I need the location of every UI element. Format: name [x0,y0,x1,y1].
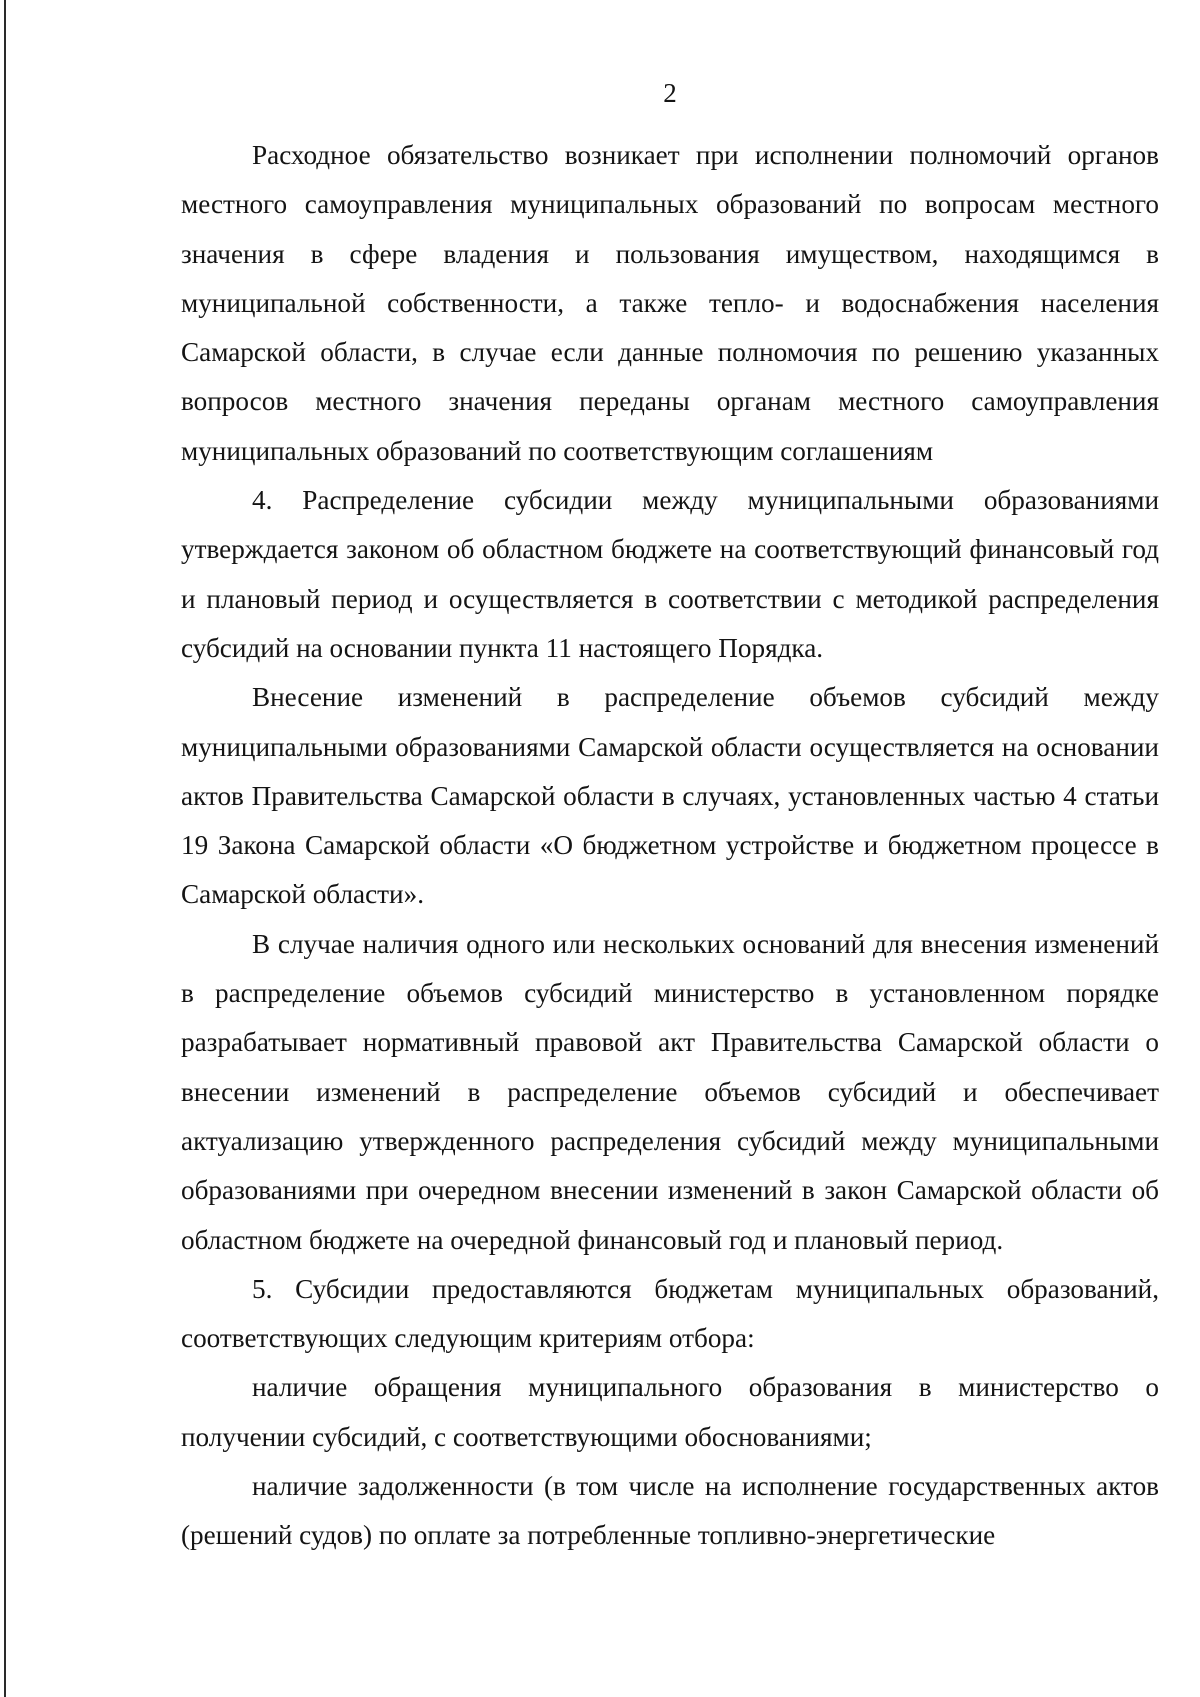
page-number: 2 [663,78,677,108]
paragraph-change-procedure: В случае наличия одного или нескольких оснований для внесения изменений в распределение объемов субсидий министерство в установленном порядке разрабатывает нормативный правовой акт Правительства Самарской области о внесении изменений в распределение объемов субсидий и обеспечивает актуализацию утвержденного распределения субсидий между муниципальными образованиями при очередном внесении изменений в закон Самарской области об областном бюджете на очередной финансовый год и плановый период. [181,928,1159,1255]
paragraph-item-5-selection-criteria: 5. Субсидии предоставляются бюджетам муниципальных образований, соответствующих следующим критериям отбора: [181,1273,1159,1354]
document-body [181,131,1159,1561]
paragraph-expenditure-obligation: Расходное обязательство возникает при исполнении полномочий органов местного самоуправления муниципальных образований по вопросам местного значения в сфере владения и пользования имуществом, находящимся в муниципальной собственности, а также тепло- и водоснабжения населения Самарской области, в случае если данные полномочия по решению указанных вопросов местного значения переданы органам местного самоуправления муниципальных образований по соответствующим соглашениям [181,140,1159,466]
paragraph-criterion-debt: наличие задолженности (в том числе на исполнение государственных актов (решений судов) по оплате за потребленные топливно-энергетические [181,1471,1159,1551]
scan-left-edge-line [4,0,6,1697]
paragraph-distribution-changes: Внесение изменений в распределение объемов субсидий между муниципальными образованиями Самарской области осуществляется на основании актов Правительства Самарской области в случаях, установленных частью 4 статьи 19 Закона Самарской области «О бюджетном устройстве и бюджетном процессе в Самарской области». [181,682,1159,910]
paragraph-criterion-application: наличие обращения муниципального образования в министерство о получении субсидий, с соответствующими обоснованиями; [181,1372,1159,1452]
paragraph-item-4-distribution: 4. Распределение субсидии между муниципальными образованиями утверждается законом об областном бюджете на соответствующий финансовый год и плановый период и осуществляется в соответствии с методикой распределения субсидий на основании пункта 11 настоящего Порядка. [181,485,1159,663]
